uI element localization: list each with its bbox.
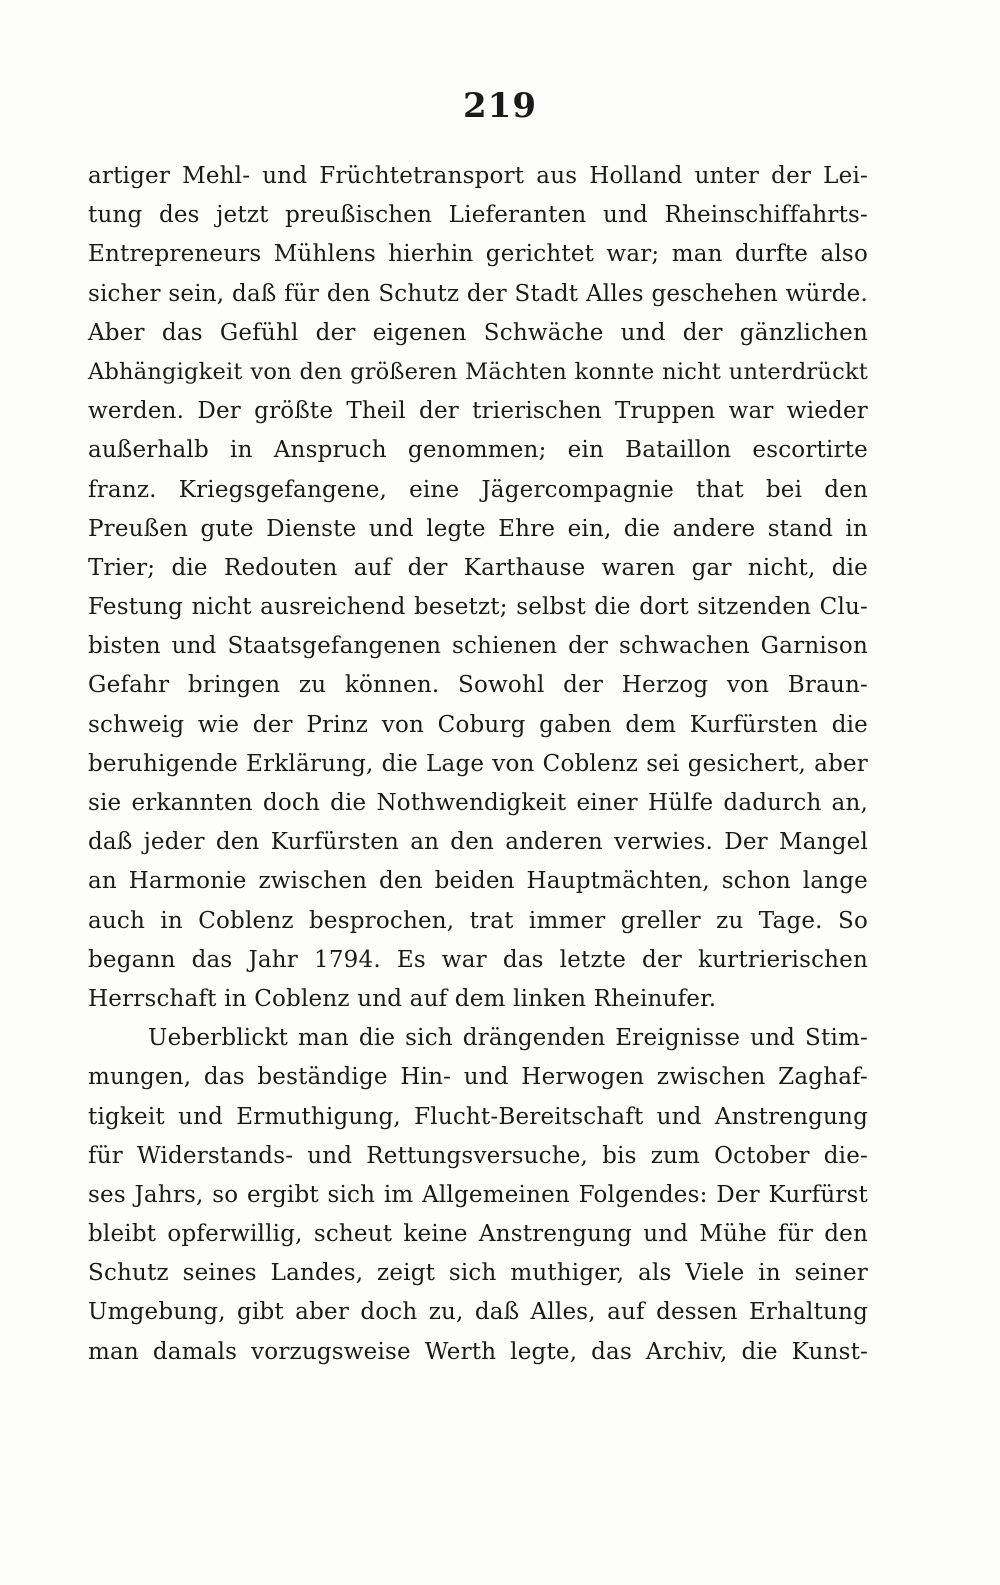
text-line: bleibt opferwillig, scheut keine Anstrengung und Mühe für den	[88, 1221, 868, 1248]
text-line: Festung nicht ausreichend besetzt; selbst die dort sitzenden Clu-	[88, 594, 868, 621]
text-line: Schutz seines Landes, zeigt sich muthiger, als Viele in seiner	[88, 1260, 868, 1287]
text-line: mungen, das beständige Hin- und Herwogen zwischen Zaghaf-	[88, 1064, 868, 1091]
text-line: Aber das Gefühl der eigenen Schwäche und der gänzlichen	[88, 319, 868, 346]
text-line: bisten und Staatsgefangenen schienen der schwachen Garnison	[88, 633, 868, 660]
paragraph	[88, 157, 868, 1019]
text-line: daß jeder den Kurfürsten an den anderen verwies. Der Mangel	[88, 829, 868, 856]
text-line: an Harmonie zwischen den beiden Hauptmächten, schon lange	[88, 868, 868, 895]
text-line: man damals vorzugsweise Werth legte, das Archiv, die Kunst-	[88, 1338, 868, 1365]
text-line: tung des jetzt preußischen Lieferanten und Rheinschiffahrts-	[88, 202, 868, 229]
text-line: sie erkannten doch die Nothwendigkeit einer Hülfe dadurch an,	[88, 790, 868, 816]
body-text	[88, 157, 868, 1372]
text-line: auch in Coblenz besprochen, trat immer greller zu Tage. So	[88, 907, 868, 934]
text-line: außerhalb in Anspruch genommen; ein Bataillon escortirte	[88, 437, 868, 464]
text-line: Herrschaft in Coblenz und auf dem linken Rheinufer.	[88, 985, 717, 1012]
text-line: ses Jahrs, so ergibt sich im Allgemeinen Folgendes: Der Kurfürst	[88, 1181, 868, 1208]
text-line: für Widerstands- und Rettungsversuche, bis zum October die-	[88, 1142, 868, 1169]
paragraph	[88, 1019, 868, 1372]
text-line: tigkeit und Ermuthigung, Flucht-Bereitschaft und Anstrengung	[88, 1103, 868, 1130]
page-number: 219	[463, 86, 537, 126]
text-line: Umgebung, gibt aber doch zu, daß Alles, auf dessen Erhaltung	[88, 1299, 868, 1326]
text-line: Preußen gute Dienste und legte Ehre ein, die andere stand in	[88, 515, 868, 542]
text-line: beruhigende Erklärung, die Lage von Coblenz sei gesichert, aber	[88, 750, 868, 777]
text-line: Abhängigkeit von den größeren Mächten konnte nicht unterdrückt	[88, 358, 868, 385]
text-line: begann das Jahr 1794. Es war das letzte der kurtrierischen	[88, 946, 868, 973]
text-line: artiger Mehl- und Früchtetransport aus Holland unter der Lei-	[88, 163, 868, 189]
text-line: schweig wie der Prinz von Coburg gaben dem Kurfürsten die	[88, 711, 868, 738]
text-line: Ueberblickt man die sich drängenden Ereignisse und Stim-	[148, 1025, 868, 1052]
text-line: sicher sein, daß für den Schutz der Stadt Alles geschehen würde.	[88, 280, 868, 307]
text-line: Gefahr bringen zu können. Sowohl der Herzog von Braun-	[88, 672, 868, 699]
text-line: Entrepreneurs Mühlens hierhin gerichtet war; man durfte also	[88, 241, 868, 268]
text-line: Trier; die Redouten auf der Karthause waren gar nicht, die	[88, 554, 868, 581]
text-line: werden. Der größte Theil der trierischen Truppen war wieder	[88, 398, 868, 425]
text-line: franz. Kriegsgefangene, eine Jägercompagnie that bei den	[88, 476, 868, 503]
